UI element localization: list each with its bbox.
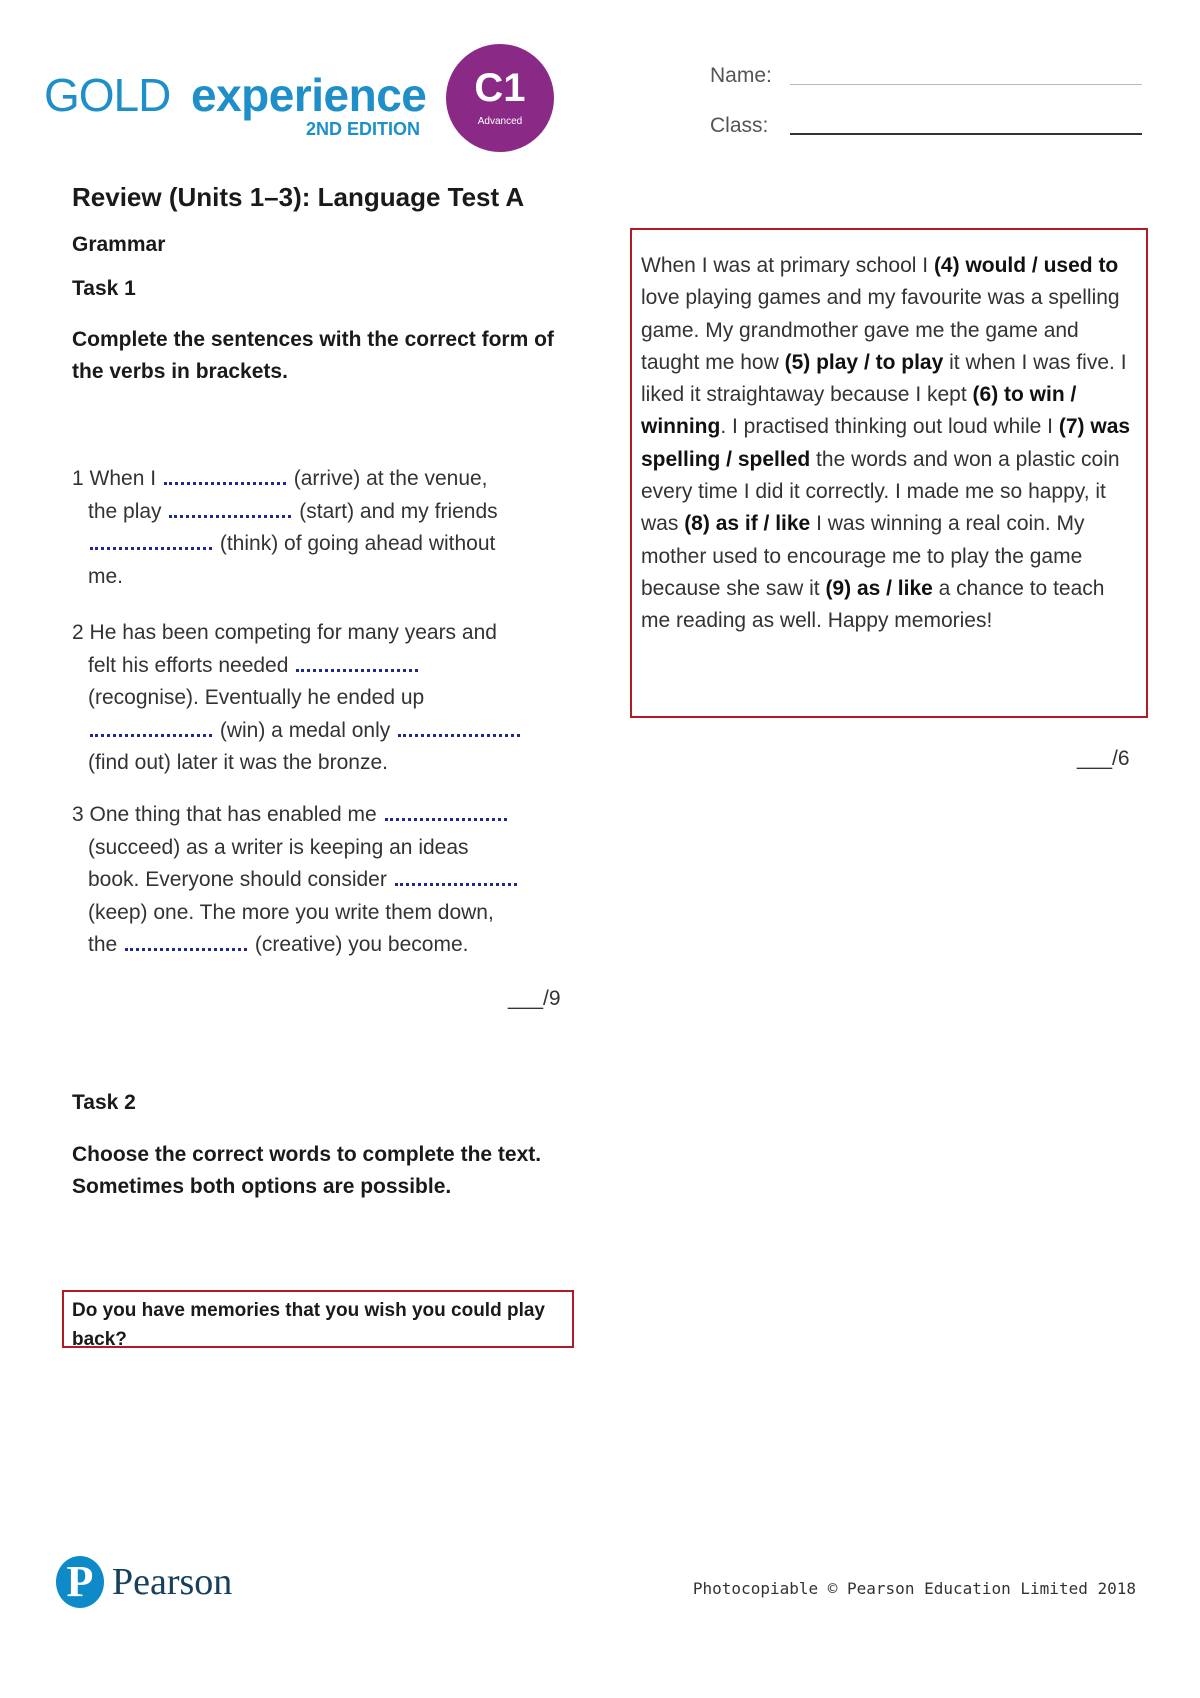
text-segment: a chance to teach me reading as well. Happy memories! xyxy=(641,576,1105,633)
choice-7[interactable]: (7) was spelling / spelled xyxy=(641,415,1131,471)
text-title-box xyxy=(62,1290,574,1348)
answer-blank[interactable] xyxy=(125,934,247,951)
text-segment: . I practised thinking out loud while I xyxy=(720,415,1059,439)
q3-text: (succeed) as a writer is keeping an ideas xyxy=(88,835,469,859)
choice-4[interactable]: (4) would / used to xyxy=(933,254,1119,277)
q1-text: When I xyxy=(89,467,157,490)
grammar-heading: Grammar xyxy=(72,233,166,256)
q3-line3 xyxy=(72,864,592,897)
text-segment: it when I was five. I liked it straightaway because I kept xyxy=(641,350,1127,407)
task1-heading: Task 1 xyxy=(72,277,136,300)
class-field[interactable] xyxy=(790,133,1142,135)
q1-line4 xyxy=(72,561,592,594)
q2-text: felt his efforts needed xyxy=(88,653,289,677)
q3-line5 xyxy=(72,929,592,962)
copyright: Photocopiable © Pearson Education Limited 2018 xyxy=(692,1579,1136,1598)
q3-text: (keep) one. The more you write them down, xyxy=(88,900,494,924)
text-segment: When I was at primary school I xyxy=(641,254,934,277)
task2-instruction: Choose the correct words to complete the text. Sometimes both options are possible. xyxy=(72,1143,542,1198)
text-segment: I was winning a real coin. My mother used to encourage me to play the game because she saw it xyxy=(641,512,1085,600)
text-segment: the words and won a plastic coin every time I did it correctly. I made me so happy, it was xyxy=(641,447,1120,536)
text-title: Do you have memories that you wish you could play back? xyxy=(72,1300,545,1350)
class-label: Class: xyxy=(710,114,769,137)
page-title: Review (Units 1–3): Language Test A xyxy=(72,182,525,212)
q1-line3 xyxy=(72,528,592,561)
q2-line2 xyxy=(72,650,592,683)
level-label: C1 xyxy=(474,66,526,110)
q3-number: 3 xyxy=(72,803,84,826)
text-segment: love playing games and my favourite was a spelling game. My grandmother gave me the game and taught me how xyxy=(641,286,1120,374)
q3-text: book. Everyone should consider xyxy=(88,868,387,891)
task2-score: ___/6 xyxy=(1077,747,1130,770)
q3-text: One thing that has enabled me xyxy=(89,803,377,826)
q2-text: (find out) later it was the bronze. xyxy=(88,751,388,774)
question-2 xyxy=(72,617,592,780)
q2-line4 xyxy=(72,715,592,748)
question-1 xyxy=(72,463,592,593)
q2-line3 xyxy=(72,682,592,715)
q1-line2 xyxy=(72,496,592,529)
q3-line1 xyxy=(72,799,592,832)
q2-text: (win) a medal only xyxy=(219,718,391,742)
name-label: Name: xyxy=(710,64,772,87)
answer-blank[interactable] xyxy=(169,501,291,518)
q2-line5 xyxy=(72,747,592,780)
q2-number: 2 xyxy=(72,621,84,644)
q3-line4 xyxy=(72,897,592,930)
task2-text-box xyxy=(630,228,1148,718)
q3-text: the xyxy=(88,933,118,956)
answer-blank[interactable] xyxy=(395,869,517,886)
pearson-p-icon: P xyxy=(66,1557,94,1606)
task2-heading: Task 2 xyxy=(72,1091,136,1114)
answer-blank[interactable] xyxy=(90,720,212,737)
q1-text: (think) of going ahead without xyxy=(219,532,496,555)
choice-8[interactable]: (8) as if / like xyxy=(684,512,811,536)
logo-edition: 2ND EDITION xyxy=(306,119,421,139)
q2-line1 xyxy=(72,617,592,650)
q1-text: me. xyxy=(88,564,124,588)
name-field[interactable] xyxy=(790,84,1142,85)
task1-score: ___/9 xyxy=(508,987,561,1010)
level-badge xyxy=(446,44,554,152)
q1-number: 1 xyxy=(72,467,84,490)
answer-blank[interactable] xyxy=(90,533,212,550)
task1-instruction: Complete the sentences with the correct form of the verbs in brackets. xyxy=(72,328,554,383)
choice-5[interactable]: (5) play / to play xyxy=(784,350,944,374)
question-3 xyxy=(72,799,592,962)
choice-6[interactable]: (6) to win / winning xyxy=(641,383,1077,439)
level-name: Advanced xyxy=(477,116,523,127)
q3-text: (creative) you become. xyxy=(254,933,469,956)
q1-line1 xyxy=(72,463,592,496)
logo-gold: GOLD xyxy=(44,69,171,121)
q1-text: (arrive) at the venue, xyxy=(293,467,488,490)
q2-text: (recognise). Eventually he ended up xyxy=(88,686,425,709)
answer-blank[interactable] xyxy=(296,655,418,672)
choice-9[interactable]: (9) as / like xyxy=(825,576,933,600)
q1-text: (start) and my friends xyxy=(299,499,498,523)
answer-blank[interactable] xyxy=(164,468,286,485)
answer-blank[interactable] xyxy=(398,720,520,737)
logo-experience: experience xyxy=(191,69,427,121)
q1-text: the play xyxy=(88,499,162,523)
q3-line2 xyxy=(72,832,592,865)
q2-text: He has been competing for many years and xyxy=(89,621,497,644)
answer-blank[interactable] xyxy=(385,804,507,821)
pearson-wordmark: Pearson xyxy=(112,1561,233,1603)
